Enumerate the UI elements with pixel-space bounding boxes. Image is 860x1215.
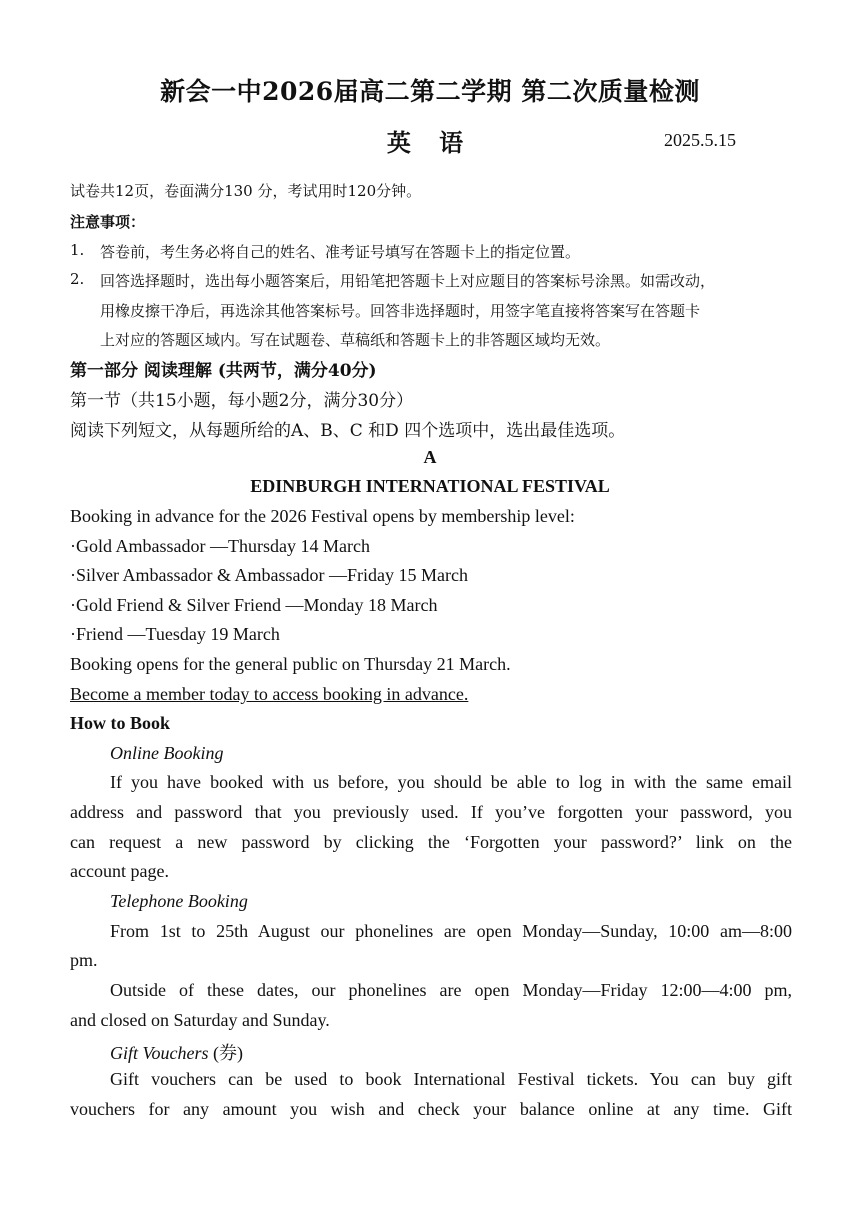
notice-heading: 注意事项： [70, 213, 146, 231]
passage-letter: A [423, 447, 437, 467]
passage-title: EDINBURGH INTERNATIONAL FESTIVAL [250, 476, 610, 496]
exam-intro: 试卷共12页，卷面满分130 分，考试用时120分钟。 [70, 182, 422, 200]
passage-line: ·Silver Ambassador & Ambassador —Friday 15 March [70, 565, 468, 585]
passage-line: ·Gold Friend & Silver Friend —Monday 18 March [70, 595, 438, 615]
section-one-heading: 第一节（共15小题，每小题2分，满分30分） [70, 391, 414, 411]
paragraph-line: and closed on Saturday and Sunday. [70, 1010, 330, 1030]
notice-item-1-number: 1. [70, 241, 85, 259]
reading-instruction: 阅读下列短文，从每题所给的A、B、C 和D 四个选项中，选出最佳选项。 [70, 421, 626, 441]
passage-line: ·Friend —Tuesday 19 March [70, 624, 280, 644]
passage-line: Booking in advance for the 2026 Festival opens by membership level: [70, 506, 575, 526]
paragraph-line: Outside of these dates, our phonelines are open Monday—Friday 12:00—4:00 pm, [110, 980, 792, 1000]
notice-item-2-line-2: 用橡皮擦干净后，再选涂其他答案标号。回答非选择题时，用签字笔直接将答案写在答题卡 [100, 302, 701, 320]
passage-line: ·Gold Ambassador —Thursday 14 March [70, 536, 370, 556]
how-to-book-heading: How to Book [70, 713, 171, 733]
subject-title: 英 语 [386, 128, 474, 157]
gift-vouchers-heading: Gift Vouchers [110, 1043, 209, 1063]
exam-title: 新会一中2026届高二第二学期 第二次质量检测 [160, 77, 700, 106]
paragraph-line: account page. [70, 861, 169, 881]
notice-item-1: 答卷前，考生务必将自己的姓名、准考证号填写在答题卡上的指定位置。 [100, 243, 581, 261]
part-one-heading: 第一部分 阅读理解 (共两节，满分40分) [70, 361, 377, 381]
paragraph-line: vouchers for any amount you wish and check your balance online at any time. Gift [70, 1099, 792, 1119]
notice-item-2-line-3: 上对应的答题区域内。写在试题卷、草稿纸和答题卡上的非答题区域均无效。 [100, 331, 611, 349]
gift-vouchers-heading-row [110, 1039, 792, 1065]
exam-date: 2025.5.15 [664, 130, 736, 150]
paragraph-line: Gift vouchers can be used to book International Festival tickets. You can buy gift [110, 1069, 792, 1089]
gift-vouchers-chinese: (券) [208, 1043, 243, 1063]
paragraph-line: pm. [70, 950, 98, 970]
online-booking-heading: Online Booking [110, 743, 224, 763]
paragraph-line: address and password that you previously used. If you’ve forgotten your password, you [70, 802, 792, 822]
notice-item-2-line-1: 回答选择题时，选出每小题答案后，用铅笔把答题卡上对应题目的答案标号涂黑。如需改动， [100, 272, 716, 290]
paragraph-line: If you have booked with us before, you should be able to log in with the same email [110, 772, 792, 792]
membership-link: Become a member today to access booking in advance. [70, 684, 469, 704]
telephone-booking-heading: Telephone Booking [110, 891, 248, 911]
notice-item-2-number: 2. [70, 270, 85, 288]
paragraph-line: From 1st to 25th August our phonelines are open Monday—Sunday, 10:00 am—8:00 [110, 921, 792, 941]
passage-line: Booking opens for the general public on Thursday 21 March. [70, 654, 511, 674]
paragraph-line: can request a new password by clicking the ‘Forgotten your password?’ link on the [70, 832, 792, 852]
